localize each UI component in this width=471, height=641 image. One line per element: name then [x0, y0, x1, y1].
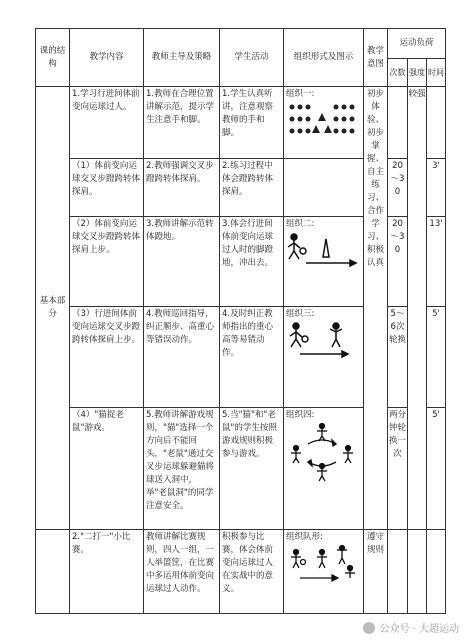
- teacher-cell: 5.教师讲解游戏规则，"猫"选择一个方向后不能回头，"老鼠"通过交叉步运球躲避猫将球送入洞中，举"老鼠洞"的同学注意安全。: [144, 407, 220, 529]
- intent-cell: 初步体验、初步掌握、自主练习、合作学习、积极认真: [364, 87, 388, 530]
- count-cell: [388, 529, 408, 613]
- intensity-cell-empty: [408, 529, 427, 613]
- header-load: 运动负荷: [388, 29, 446, 59]
- header-structure: 课的结构: [36, 29, 70, 87]
- formation-diagram-5: [286, 544, 361, 584]
- time-cell: 13': [427, 217, 446, 307]
- org-label: 组织二:: [286, 219, 315, 230]
- time-cell: 3': [427, 159, 446, 217]
- count-cell: 两分钟轮换一次: [388, 407, 408, 529]
- teacher-cell: 教师讲解比赛规则，四人一组，一人举篮筐，在比赛中多运用体前变向运球过人动作。: [144, 529, 220, 613]
- intent-cell-2: 遵守规则: [364, 529, 388, 613]
- intensity-cell: 较强: [408, 87, 427, 530]
- teacher-cell: 1.教师在合理位置讲解示范，提示学生注意手和脚。: [144, 87, 220, 159]
- student-cell: 4.及时纠正教师指出的重心高等易错动作。: [220, 307, 284, 407]
- student-cell: 1.学生认真听讲，注意观察教师的手和脚。: [220, 87, 284, 159]
- org-label: 组织四:: [286, 409, 315, 420]
- header-time: 时间: [427, 59, 446, 87]
- content-cell: 2."二打一"小比赛。: [70, 529, 144, 613]
- teacher-cell: 4.教师巡回指导，纠正顺步、高重心等错误动作。: [144, 307, 220, 407]
- header-teacher: 教师主导及策略: [144, 29, 220, 87]
- count-cell: [388, 87, 408, 159]
- org-cell: [284, 159, 364, 217]
- org-label: 组织队形:: [286, 531, 323, 542]
- formation-diagram-1: [286, 101, 361, 141]
- header-count: 次数: [388, 59, 408, 87]
- section-label-empty: [36, 529, 70, 613]
- watermark: [363, 620, 459, 635]
- count-cell: 5～6次轮换: [388, 307, 408, 407]
- time-cell: 5': [427, 307, 446, 407]
- header-content: 教学内容: [70, 29, 144, 87]
- watermark-text: 公众号 · 大超运动: [379, 624, 459, 635]
- org-cell: [284, 529, 364, 613]
- count-cell: 20～30: [388, 217, 408, 307]
- content-cell: （3）行进间体前变向运球交叉步蹬跨转体探肩上步。: [70, 307, 144, 407]
- content-cell: 1.学习行进间体前变向运球过人。: [70, 87, 144, 159]
- wechat-icon: [363, 622, 375, 634]
- content-cell: （2）体前变向运球交叉步蹬跨转体探肩上步。: [70, 217, 144, 307]
- content-cell: （4）"猫捉老鼠"游戏。: [70, 407, 144, 529]
- time-cell: 5': [427, 407, 446, 529]
- formation-diagram-3: [286, 321, 361, 361]
- header-organization: 组织形式及图示: [284, 29, 364, 87]
- org-label: 组织三:: [286, 309, 315, 320]
- header-student: 学生活动: [220, 29, 284, 87]
- time-cell: [427, 529, 446, 613]
- header-intent: 教学意图: [364, 29, 388, 87]
- teacher-cell: 2.教师强调交叉步蹬跨转体探肩。: [144, 159, 220, 217]
- student-cell: 积极参与比赛，体会体前变向运球过人在实战中的意义。: [220, 529, 284, 613]
- formation-diagram-4: [286, 422, 361, 482]
- org-label: 组织一:: [286, 89, 315, 100]
- student-cell: 3.体会行进间体前变向运球过人时的脚蹬地，冲出去。: [220, 217, 284, 307]
- org-cell: [284, 87, 364, 159]
- org-cell: [284, 307, 364, 407]
- org-cell: [284, 407, 364, 529]
- header-intensity: 强度: [408, 59, 427, 87]
- teacher-cell: 3.教师讲解示范转体蹬地。: [144, 217, 220, 307]
- count-cell: 20～30: [388, 159, 408, 217]
- lesson-plan-table: [35, 28, 446, 614]
- time-cell: [427, 87, 446, 159]
- org-cell: [284, 217, 364, 307]
- student-cell: 2.练习过程中体会蹬跨转体探肩。: [220, 159, 284, 217]
- formation-diagram-2: [286, 231, 361, 271]
- section-label: 基本部分: [36, 87, 70, 530]
- content-cell: （1）体前变向运球交叉步蹬跨转体探肩。: [70, 159, 144, 217]
- student-cell: 5.当"猫"和"老鼠"的学生按照游戏规则积极参与游戏。: [220, 407, 284, 529]
